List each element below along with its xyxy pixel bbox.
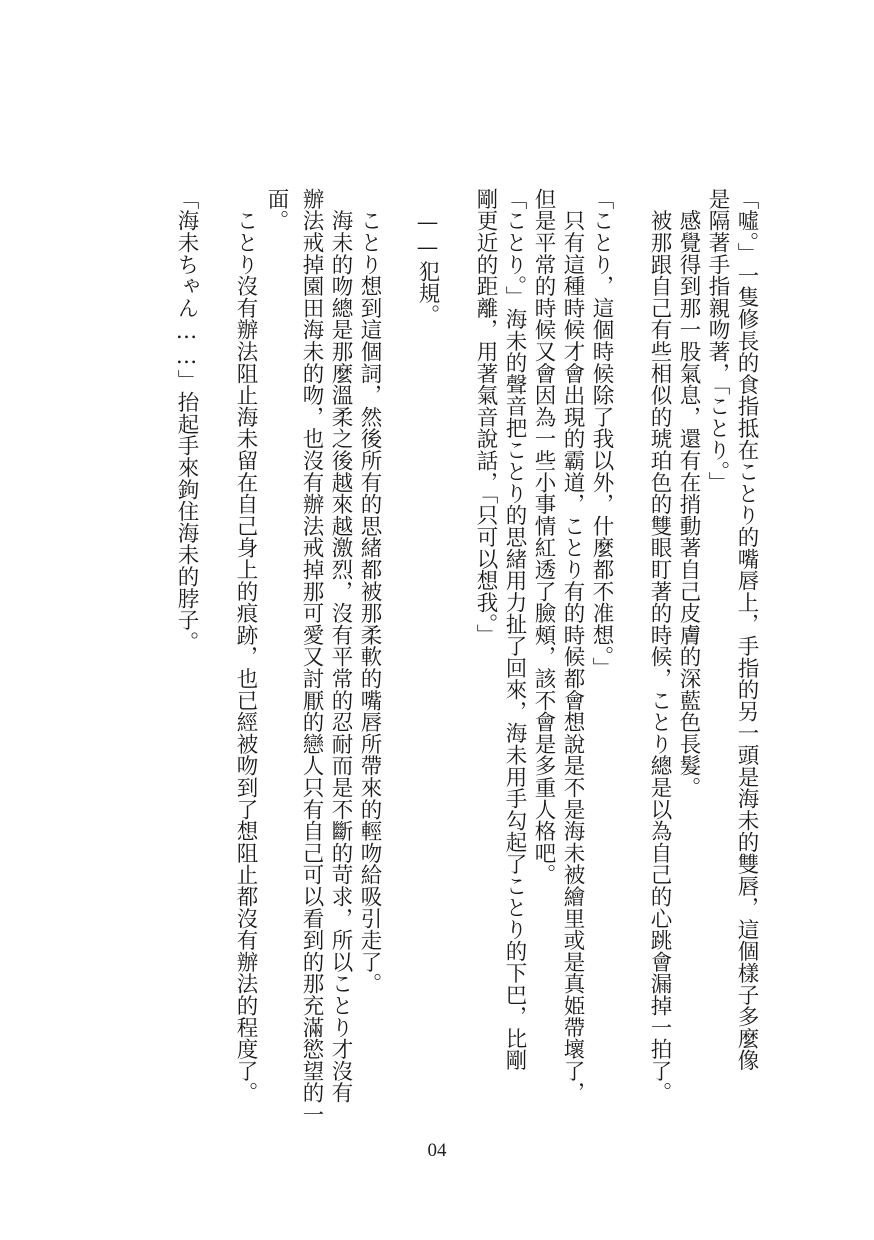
- text-column-8: 「ことり。」海未的聲音把ことり的思緒用力扯了回來，海未用手勾起了ことり的下巴，比剛: [502, 188, 527, 1072]
- text-column-blank-3: [384, 188, 412, 1068]
- text-column-blank-1: [616, 188, 644, 1068]
- page-number: 04: [427, 1140, 447, 1161]
- text-column-9: 剛更近的距離，用著氣音說話，「只可以想我。」: [473, 188, 498, 647]
- text-column-3: 感覺得到那一股氣息，還有在捎動著自己皮膚的深藍色長髮。: [676, 188, 701, 799]
- text-column-13: 辦法戒掉園田海未的吻，也沒有辦法戒掉那可愛又討厭的戀人只有自己可以看到的那充滿慾望的一: [299, 188, 324, 1126]
- text-column-2: 是隔著手指親吻著，「ことり。」: [705, 188, 730, 494]
- text-column-1: 「噓。」一隻修長的食指抵在ことり的嘴唇上，手指的另一頭是海未的雙唇，這個樣子多麼像: [734, 188, 759, 1072]
- text-column-10: ——犯規。: [415, 188, 440, 326]
- text-column-16: 「海未ちゃん……」抬起手來鉤住海未的脖子。: [174, 188, 199, 653]
- text-column-6: 只有這種時候才會出現的霸道，ことり有的時候都會想說是不是海未被繪里或是真姫帶壞了，: [560, 188, 585, 1104]
- text-column-15: ことり沒有辦法阻止海未留在自己身上的痕跡，也已經被吻到了想阻止都沒有辦法的程度了。: [233, 188, 258, 1104]
- text-column-7: 但是平常的時候又會因為一些小事情紅透了臉頰，該不會是多重人格吧。: [531, 188, 556, 886]
- text-column-14: 面。: [264, 188, 289, 232]
- text-column-blank-2: [442, 188, 470, 1068]
- text-column-4: 被那跟自己有些相似的琥珀色的雙眼盯著的時候，ことり總是以為自己的心跳會漏掉一拍了。: [647, 188, 672, 1104]
- text-column-5: 「ことり，這個時候除了我以外，什麼都不准想。」: [589, 188, 614, 679]
- text-column-12: 海未的吻總是那麼溫柔之後越來越激烈，沒有平常的忍耐而是不斷的苛求，所以ことり才沒有: [328, 188, 353, 1104]
- text-column-11: ことり想到這個詞，然後所有的思緒都被那柔軟的嘴唇所帶來的輕吻給吸引走了。: [357, 188, 382, 995]
